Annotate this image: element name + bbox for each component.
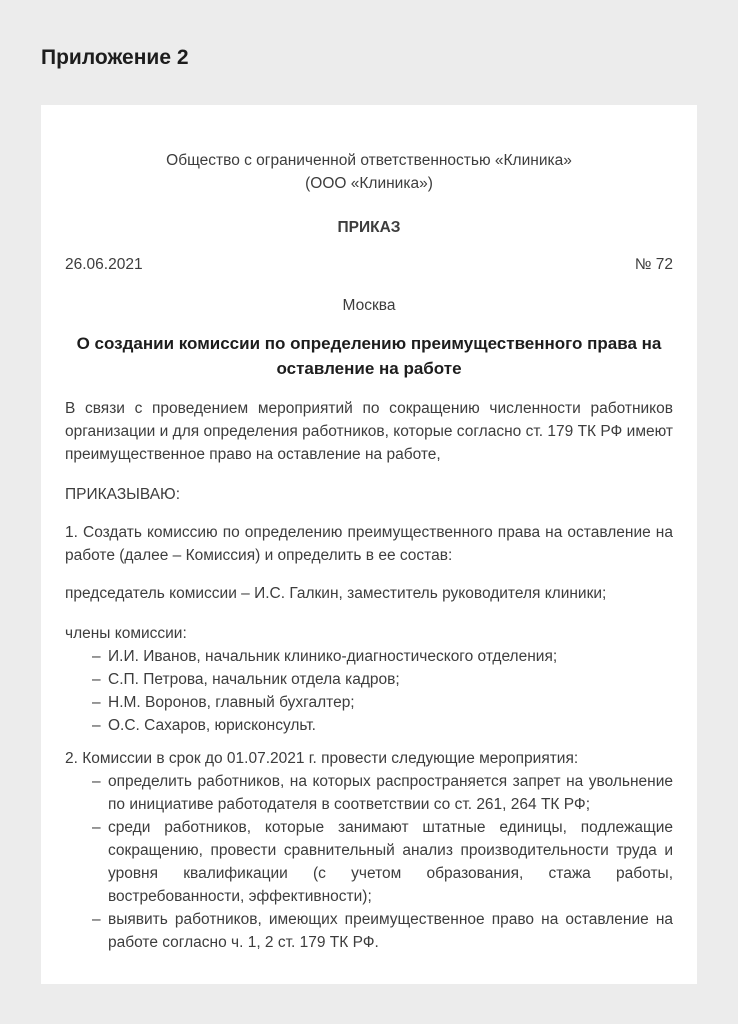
dash-marker: – [92,819,101,836]
chairman-line: председатель комиссии – И.С. Галкин, заместитель руководителя клиники; [65,585,607,602]
member-text: С.П. Петрова, начальник отдела кадров; [108,671,400,688]
intro-paragraph: В связи с проведением мероприятий по сокращению численности работников организации и для определения работников, которые согласно ст. 179 ТК РФ имеют преимущественное право на оставление на работе, [65,400,673,463]
document-card [41,105,697,984]
task-text: среди работников, которые занимают штатные единицы, подлежащие сокращению, провести сравнительный анализ производительности труда и уровня квалификации (с учетом образования, стажа работы, востребованности, эффективности); [108,819,673,905]
member-item [92,691,673,714]
member-text: Н.М. Воронов, главный бухгалтер; [108,694,355,711]
org-name-line: Общество с ограниченной ответственностью «Клиника» [166,152,572,169]
tasks-list [65,770,673,954]
dash-marker: – [92,911,101,928]
item1-paragraph: 1. Создать комиссию по определению преимущественного права на оставление на работе (далее – Комиссия) и определить в ее состав: [65,524,673,564]
dash-marker: – [92,694,101,711]
dash-marker: – [92,717,101,734]
doc-date: 26.06.2021 [65,256,143,273]
members-label: члены комиссии: [65,625,187,642]
doc-type-heading: ПРИКАЗ [337,219,401,236]
org-short-name-line: (ООО «Клиника») [305,175,433,192]
dash-marker: – [92,671,101,688]
doc-city: Москва [342,297,396,314]
item2-paragraph: 2. Комиссии в срок до 01.07.2021 г. провести следующие мероприятия: [65,750,579,767]
task-item [92,770,673,816]
member-item [92,668,673,691]
page-title: Приложение 2 [41,46,189,69]
dash-marker: – [92,773,101,790]
member-text: И.И. Иванов, начальник клинико-диагностического отделения; [108,648,558,665]
task-item [92,816,673,908]
members-list [65,645,673,737]
doc-number: № 72 [634,256,673,273]
member-text: О.С. Сахаров, юрисконсульт. [108,717,316,734]
task-text: выявить работников, имеющих преимущественное право на оставление на работе согласно ч. 1, 2 ст. 179 ТК РФ. [108,911,673,951]
member-item [92,714,673,737]
task-text: определить работников, на которых распространяется запрет на увольнение по инициативе работодателя в соответствии со ст. 261, 264 ТК РФ; [108,773,673,813]
doc-subject: О создании комиссии по определению преимущественного права на оставление на работе [76,334,662,378]
date-number-row [65,253,673,276]
order-word: ПРИКАЗЫВАЮ: [65,486,181,503]
dash-marker: – [92,648,101,665]
page [41,0,697,1024]
task-item [92,908,673,954]
member-item [92,645,673,668]
